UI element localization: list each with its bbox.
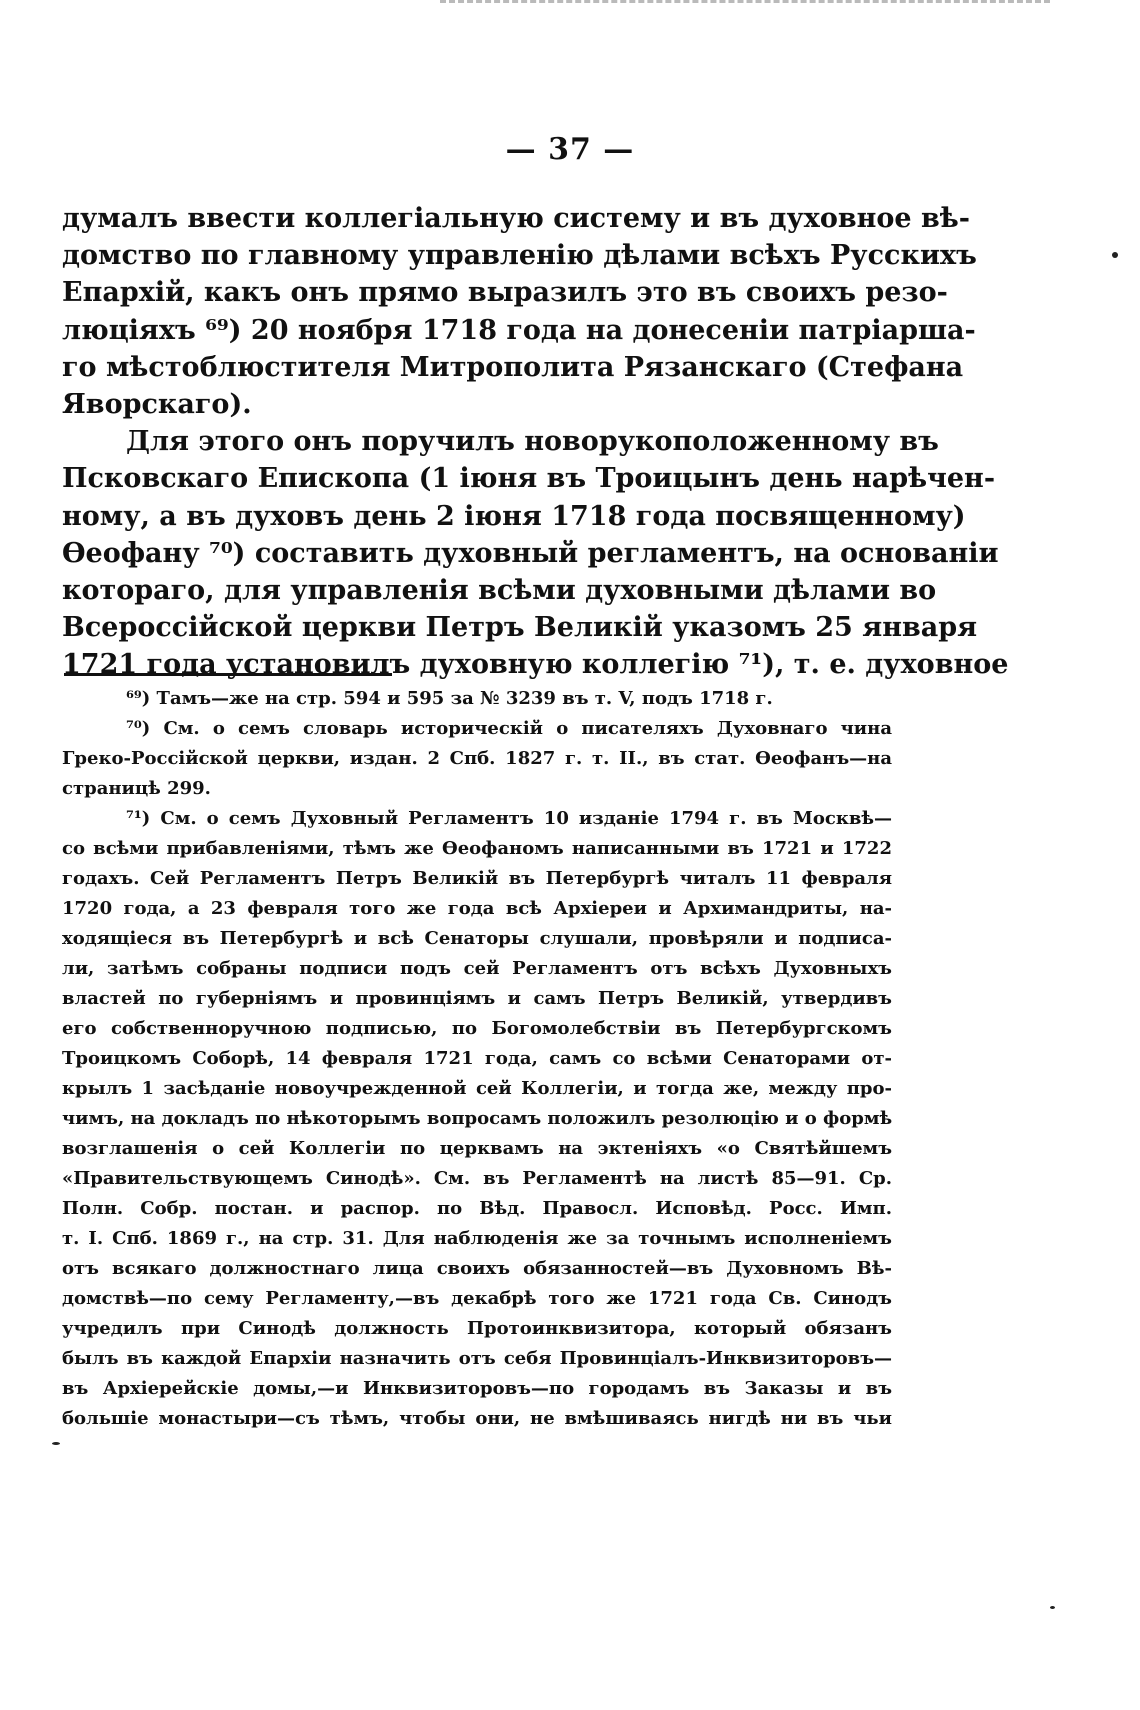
body-line: го мѣстоблюстителя Митрополита Рязанскаго (Стефана [62,351,964,383]
body-line: Псковскаго Епископа (1 іюня въ Троицынъ день нарѣчен- [62,463,996,495]
footnote-line: властей по губерніямъ и провинціямъ и самъ Петръ Великій, утвердивъ [62,988,892,1009]
footnote-line: возглашенія о сей Коллегіи по церквамъ на эктеніяхъ «о Святѣйшемъ [62,1138,892,1159]
footnote-line: «Правительствующемъ Синодѣ». См. въ Регламентѣ на листѣ 85—91. Ср. [62,1168,892,1189]
footnote-separator [64,673,392,676]
scan-edge-marks [440,0,1050,9]
body-line: Яворскаго). [62,389,252,421]
body-line: котораго, для управленія всѣми духовными дѣлами во [62,575,937,607]
body-line: домство по главному управленію дѣлами всѣхъ Русскихъ [62,240,977,272]
footnote-line: крылъ 1 засѣданіе новоучрежденной сей Коллегіи, и тогда же, между про- [62,1078,892,1099]
footnote-line: 1720 года, а 23 февраля того же года всѣ Архіереи и Архимандриты, на- [62,898,892,919]
footnote-line: годахъ. Сей Регламентъ Петръ Великій въ Петербургѣ читалъ 11 февраля [62,868,892,889]
footnote-line: чимъ, на докладъ по нѣкоторымъ вопросамъ положилъ резолюцію и о формѣ [62,1108,893,1129]
footnote-line: большіе монастыри—съ тѣмъ, чтобы они, не вмѣшиваясь нигдѣ ни въ чьи [62,1408,892,1429]
footnote-line: ли, затѣмъ собраны подписи подъ сей Регламентъ отъ всѣхъ Духовныхъ [62,958,892,979]
footnote-line: учредилъ при Синодѣ должность Протоинквизитора, который обязанъ [62,1318,892,1339]
footnote-line: былъ въ каждой Епархіи назначить отъ себя Провинціалъ-Инквизиторовъ— [62,1348,892,1369]
page-number: — 37 — [505,132,635,167]
footnote-line: Греко-Россійской церкви, издан. 2 Спб. 1827 г. т. II., въ стат. Ѳеофанъ—на [62,748,892,769]
footnote-line: со всѣми прибавленіями, тѣмъ же Ѳеофаномъ написанными въ 1721 и 1722 [62,838,892,859]
body-line: думалъ ввести коллегіальную систему и въ духовное вѣ- [62,203,970,234]
footnote-line: ходящіеся въ Петербургѣ и всѣ Сенаторы слушали, провѣряли и подписа- [62,928,892,949]
footnote-line: Полн. Собр. постан. и распор. по Вѣд. Правосл. Исповѣд. Росс. Имп. [62,1198,892,1219]
body-line: 1721 года установилъ духовную коллегію ⁷¹), т. е. духовное [62,649,1009,681]
footnote-line: отъ всякаго должностнаго лица своихъ обязанностей—въ Духовномъ Вѣ- [62,1258,892,1279]
main-text [62,200,1009,684]
scan-speck [52,1442,60,1445]
scan-speck [1112,252,1118,258]
footnote-line: домствѣ—по сему Регламенту,—въ декабрѣ того же 1721 года Св. Синодъ [62,1288,892,1309]
body-line: Епархій, какъ онъ прямо выразилъ это въ своихъ резо- [62,277,948,309]
body-line: Ѳеофану ⁷⁰) составить духовный регламентъ, на основаніи [62,537,999,569]
footnote-line: его собственноручною подписью, по Богомолебствіи въ Петербургскомъ [62,1018,892,1039]
footnote-line: въ Архіерейскіе домы,—и Инквизиторовъ—по городамъ въ Заказы и въ [62,1378,892,1399]
body-line: ному, а въ духовъ день 2 іюня 1718 года посвященному) [62,500,966,532]
footnotes [62,684,892,1434]
footnote-line: ⁷¹) См. о семъ Духовный Регламентъ 10 изданіе 1794 г. въ Москвѣ— [126,808,892,829]
body-line: люціяхъ ⁶⁹) 20 ноября 1718 года на донесеніи патріарша- [62,314,976,346]
footnote-line: страницѣ 299. [62,778,211,799]
scan-speck [1050,1606,1055,1609]
footnote-line: т. I. Спб. 1869 г., на стр. 31. Для наблюденія же за точнымъ исполненіемъ [62,1228,892,1249]
footnote-line: ⁷⁰) См. о семъ словарь историческій о писателяхъ Духовнаго чина [126,718,892,739]
footnote-line: ⁶⁹) Тамъ—же на стр. 594 и 595 за № 3239 въ т. V, подъ 1718 г. [126,688,773,709]
body-line: Для этого онъ поручилъ новорукоположенному въ [126,426,939,458]
body-line: Всероссійской церкви Петръ Великій указомъ 25 января [62,612,978,644]
footnote-line: Троицкомъ Соборѣ, 14 февраля 1721 года, самъ со всѣми Сенаторами от- [62,1048,892,1069]
